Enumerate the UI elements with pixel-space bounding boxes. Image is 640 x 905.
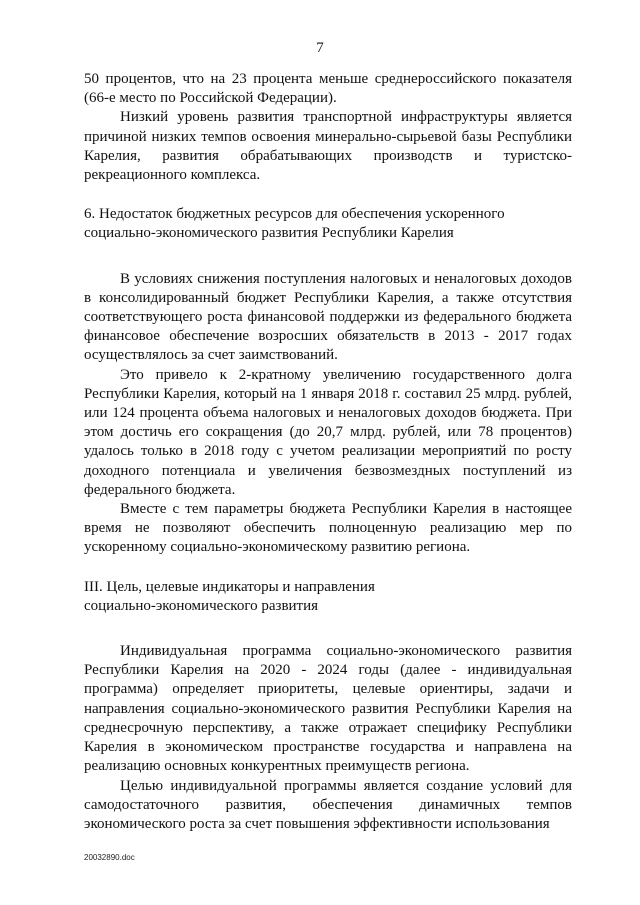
section-heading-line: социально-экономического развития (84, 597, 319, 614)
paragraph: 50 процентов, что на 23 процента меньше среднероссийского показателя (66-е место по Российской Федерации). (84, 71, 572, 107)
file-name-footer: 20032890.doc (84, 853, 135, 862)
paragraph: В условиях снижения поступления налоговых и неналоговых доходов в консолидированный бюджет Республики Карелия, а также отсутствия соответствующего роста финансовой поддержки из федерального бюджета финансовое обеспечение возросших обязательств в 2013 - 2017 годах осуществлялось за счет заимствований. (84, 270, 572, 364)
paragraph: Целью индивидуальной программы является создание условий для самодостаточного развития, обеспечения динамичных темпов экономического роста за счет повышения эффективности использования (84, 777, 572, 832)
document-body (84, 70, 572, 834)
paragraph: Низкий уровень развития транспортной инфраструктуры является причиной низких темпов освоения минерально-сырьевой базы Республики Карелия, развития обрабатывающих производств и туристско-рекреационного комплекса. (84, 109, 572, 184)
paragraph: Индивидуальная программа социально-экономического развития Республики Карелия на 2020 - 2024 годы (далее - индивидуальная программа) определяет приоритеты, целевые ориентиры, задачи и направления социально-экономического развития Республики Карелия на среднесрочную перспективу, а также отражает специфику Республики Карелия в экономическом пространстве государства и направлена на реализацию основных конкурентных преимуществ региона. (84, 643, 572, 775)
paragraph: Это привело к 2-кратному увеличению государственного долга Республики Карелия, который на 1 января 2018 г. составил 25 млрд. рублей, или 124 процента объема налоговых и неналоговых доходов бюджета. При этом достичь его сокращения (до 20,7 млрд. рублей, или 78 процентов) удалось только в 2018 году с учетом реализации мероприятий по росту доходного потенциала и увеличения безвозмездных поступлений из федерального бюджета. (84, 366, 572, 498)
paragraph: Вместе с тем параметры бюджета Республики Карелия в настоящее время не позволяют обеспечить полноценную реализацию мер по ускоренному социально-экономическому развитию региона. (84, 501, 572, 556)
section-heading-line: III. Цель, целевые индикаторы и направления (84, 578, 375, 595)
section-heading-line: социально-экономического развития Республики Карелия (84, 225, 454, 242)
page-number: 7 (316, 40, 324, 56)
section-heading-line: 6. Недостаток бюджетных ресурсов для обеспечения ускоренного (84, 206, 505, 223)
